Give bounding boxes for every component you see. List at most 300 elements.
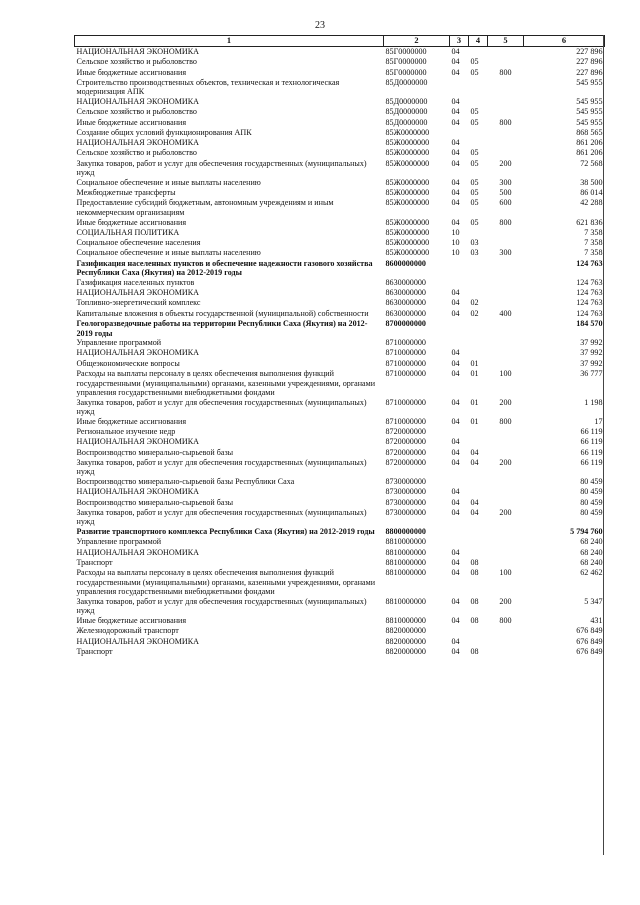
row-amount: 80 459 [580,507,603,517]
table-row [75,448,605,458]
table-row [75,437,605,447]
row-expense-type [488,647,524,657]
row-section: 04 [451,497,460,507]
row-code: 8710000000 [385,397,426,407]
row-section [450,78,469,97]
row-name: Газификация населенных пунктов [76,277,195,287]
table-row [75,417,605,427]
row-section: 10 [451,227,460,237]
row-subsection: 05 [470,57,479,67]
row-code: 8710000000 [385,369,426,378]
row-name: Социальное обеспечение населения [76,238,201,248]
row-amount: 227 896 [576,67,603,77]
row-amount: 66 119 [580,427,603,437]
header-expense-type: 5 [488,36,524,47]
table-row [75,218,605,228]
row-subsection [469,288,488,298]
row-code: 8800000000 [385,527,426,536]
row-code: 8630000000 [385,298,426,308]
table-row [75,527,605,537]
row-section: 04 [451,57,460,67]
row-expense-type: 200 [499,158,512,168]
row-expense-type: 600 [499,198,512,208]
row-subsection [469,338,488,348]
page-number: 23 [315,20,325,31]
row-subsection: 02 [470,298,479,308]
row-section [450,537,469,547]
row-name: Управление программой [76,537,162,547]
table-row [75,278,605,288]
row-code: 8810000000 [385,547,426,557]
row-amount: 676 849 [576,646,603,656]
row-expense-type: 800 [499,217,512,227]
row-code: 8810000000 [385,568,426,578]
table-row [75,298,605,308]
row-code: 8720000000 [385,447,426,457]
table-row [75,369,605,398]
row-code: 85Д0000000 [385,77,428,87]
row-amount: 5 794 760 [570,527,603,536]
row-subsection: 05 [470,148,479,158]
row-section: 04 [451,148,460,158]
row-amount: 861 206 [576,148,603,158]
row-subsection [469,437,488,447]
table-row [75,47,605,58]
row-amount: 431 [590,615,603,625]
row-code: 85Д0000000 [385,117,428,127]
row-section: 04 [451,217,460,227]
row-name: Закупка товаров, работ и услуг для обеспечения государственных (муниципальных) нужд [76,596,367,616]
row-section: 04 [451,308,460,318]
row-expense-type [488,228,524,238]
row-section: 04 [451,188,460,198]
row-subsection [469,278,488,288]
row-amount: 5 347 [584,596,603,606]
row-name: Общеэкономические вопросы [76,358,180,368]
row-amount: 868 565 [576,127,603,137]
row-expense-type: 400 [499,308,512,318]
row-amount: 80 459 [580,477,603,487]
table-row [75,637,605,647]
row-name: Закупка товаров, работ и услуг для обеспечения государственных (муниципальных) нужд [76,457,367,477]
table-row [75,198,605,217]
row-subsection: 01 [470,358,479,368]
row-name: Сельское хозяйство и рыболовство [76,57,197,67]
row-expense-type [488,427,524,437]
table-row [75,148,605,158]
row-section: 04 [451,507,460,517]
row-amount: 80 459 [580,497,603,507]
row-expense-type [488,558,524,568]
row-subsection: 01 [470,397,479,407]
table-row [75,359,605,369]
row-amount: 124 763 [576,258,603,268]
row-code: 8820000000 [385,626,426,636]
row-name: НАЦИОНАЛЬНАЯ ЭКОНОМИКА [76,348,200,358]
row-code: 8710000000 [385,348,426,358]
row-code: 8820000000 [385,636,426,646]
row-subsection [469,487,488,497]
row-name: НАЦИОНАЛЬНАЯ ЭКОНОМИКА [76,138,200,148]
row-expense-type [488,637,524,647]
row-expense-type [488,537,524,547]
row-section: 04 [451,447,460,457]
row-subsection: 08 [470,568,479,578]
row-code: 85Д0000000 [385,96,428,106]
row-expense-type [488,338,524,348]
row-subsection [469,527,488,537]
row-amount: 36 777 [580,369,603,378]
row-name: Управление программой [76,338,162,348]
row-section: 04 [451,437,460,447]
row-name: Расходы на выплаты персоналу в целях обеспечения выполнения функций государственными (муниципальными) органами, казенными учреждениями, органами управления государственными внебюджетными фондами [76,568,376,597]
row-code: 8810000000 [385,615,426,625]
row-name: Иные бюджетные ассигнования [76,217,187,227]
row-section: 04 [451,596,460,606]
row-expense-type [488,626,524,636]
table-row [75,238,605,248]
row-subsection: 02 [470,308,479,318]
table-row [75,228,605,238]
row-amount: 676 849 [576,636,603,646]
row-expense-type [488,288,524,298]
row-expense-type [488,298,524,308]
row-name: Сельское хозяйство и рыболовство [76,107,197,117]
row-code: 8730000000 [385,497,426,507]
table-header-row [75,36,605,47]
row-expense-type: 300 [499,177,512,187]
row-expense-type [488,319,524,338]
row-code: 85Ж0000000 [385,158,430,168]
row-code: 8710000000 [385,358,426,368]
header-section: 3 [450,36,469,47]
row-subsection [469,626,488,636]
row-amount: 227 896 [576,47,603,56]
row-subsection: 08 [470,557,479,567]
row-subsection [469,548,488,558]
row-name: НАЦИОНАЛЬНАЯ ЭКОНОМИКА [76,288,200,298]
table-row [75,568,605,597]
row-code: 85Д0000000 [385,107,428,117]
row-name: Социальное обеспечение и иные выплаты населению [76,248,261,258]
row-section: 04 [451,646,460,656]
row-code: 8630000000 [385,308,426,318]
row-subsection: 05 [470,217,479,227]
row-expense-type [488,138,524,148]
row-code: 85Г0000000 [385,57,427,67]
table-row [75,498,605,508]
row-section [450,527,469,537]
row-subsection: 08 [470,596,479,606]
row-expense-type [488,498,524,508]
row-code: 85Ж0000000 [385,238,430,248]
row-amount: 86 014 [580,188,603,198]
row-name: Воспроизводство минерально-сырьевой базы Республики Саха [76,477,295,487]
row-expense-type: 800 [499,615,512,625]
row-amount: 184 570 [576,319,603,329]
row-section [450,477,469,487]
row-amount: 124 763 [576,308,603,318]
row-name: Иные бюджетные ассигнования [76,117,187,127]
row-expense-type: 500 [499,188,512,198]
table-row [75,477,605,487]
table-row [75,626,605,636]
row-code: 8720000000 [385,457,426,467]
row-subsection: 04 [470,447,479,457]
row-code: 8810000000 [385,596,426,606]
row-amount: 66 119 [580,437,603,447]
row-expense-type [488,437,524,447]
row-section: 04 [451,636,460,646]
row-expense-type: 100 [499,369,512,378]
row-code: 85Ж0000000 [385,248,430,258]
table-row [75,348,605,358]
row-section [450,338,469,348]
table-row [75,138,605,148]
row-subsection [469,228,488,238]
row-name: Топливно-энергетический комплекс [76,298,201,308]
row-subsection [469,319,488,338]
row-section: 04 [451,615,460,625]
row-amount: 38 500 [580,177,603,187]
row-amount: 17 [594,416,603,426]
row-name: Закупка товаров, работ и услуг для обеспечения государственных (муниципальных) нужд [76,397,367,417]
row-subsection: 01 [470,416,479,426]
table-row [75,288,605,298]
row-name: Социальное обеспечение и иные выплаты населению [76,177,261,187]
row-code: 8720000000 [385,437,426,447]
row-subsection [469,259,488,278]
row-amount: 545 955 [576,107,603,117]
row-subsection: 01 [470,369,479,378]
table-row [75,188,605,198]
row-section: 04 [451,348,460,358]
row-name: Воспроизводство минерально-сырьевой базы [76,447,234,457]
row-amount: 7 358 [584,238,603,248]
row-name: Иные бюджетные ассигнования [76,67,187,77]
row-name: НАЦИОНАЛЬНАЯ ЭКОНОМИКА [76,47,200,56]
row-section [450,259,469,278]
row-expense-type [488,148,524,158]
table-row [75,319,605,338]
row-subsection: 08 [470,615,479,625]
row-section: 04 [451,369,460,378]
row-code: 8730000000 [385,507,426,517]
row-section: 04 [451,47,460,56]
row-section [450,278,469,288]
row-code: 8710000000 [385,338,426,348]
row-code: 85Ж0000000 [385,227,430,237]
row-amount: 676 849 [576,626,603,636]
row-amount: 545 955 [576,96,603,106]
row-amount: 545 955 [576,117,603,127]
row-section: 04 [451,288,460,298]
row-code: 85Ж0000000 [385,188,430,198]
row-section [450,427,469,437]
row-code: 8730000000 [385,477,426,487]
row-name: НАЦИОНАЛЬНАЯ ЭКОНОМИКА [76,437,200,447]
row-name: Транспорт [76,646,113,656]
row-amount: 80 459 [580,487,603,497]
row-name: Иные бюджетные ассигнования [76,416,187,426]
row-section: 04 [451,358,460,368]
row-code: 8730000000 [385,487,426,497]
row-subsection: 05 [470,67,479,77]
row-subsection: 04 [470,507,479,517]
row-section [450,319,469,338]
row-section: 04 [451,107,460,117]
row-amount: 68 240 [580,537,603,547]
row-name: Межбюджетные трансферты [76,188,176,198]
row-code: 85Ж0000000 [385,177,430,187]
row-name: Расходы на выплаты персоналу в целях обеспечения выполнения функций государственными (муниципальными) органами, казенными учреждениями, органами управления государственными внебюджетными фондами [76,369,376,398]
row-amount: 72 568 [580,158,603,168]
row-expense-type: 200 [499,397,512,407]
row-amount: 1 198 [584,397,603,407]
row-amount: 7 358 [584,248,603,258]
row-subsection [469,537,488,547]
row-expense-type [488,278,524,288]
row-code: 8600000000 [385,258,426,268]
row-subsection: 05 [470,158,479,168]
table-row [75,259,605,278]
row-expense-type [488,259,524,278]
table-row [75,647,605,657]
table-row [75,558,605,568]
row-name: Воспроизводство минерально-сырьевой базы [76,497,234,507]
row-subsection [469,477,488,487]
row-section: 04 [451,457,460,467]
row-subsection [469,348,488,358]
row-section: 10 [451,248,460,258]
row-code: 8810000000 [385,557,426,567]
table-row [75,548,605,558]
row-section: 04 [451,138,460,148]
row-subsection: 08 [470,646,479,656]
row-expense-type: 100 [499,568,512,578]
row-expense-type: 200 [499,507,512,517]
row-section: 04 [451,568,460,578]
row-expense-type: 300 [499,248,512,258]
row-subsection: 04 [470,457,479,467]
table-row [75,427,605,437]
row-expense-type [488,57,524,67]
header-subsection: 4 [469,36,488,47]
row-amount: 861 206 [576,138,603,148]
row-expense-type: 200 [499,596,512,606]
row-name: Геологоразведочные работы на территории Республики Саха (Якутия) на 2012-2019 годы [76,319,368,338]
row-section [450,626,469,636]
row-section: 04 [451,177,460,187]
row-expense-type [488,97,524,107]
row-code: 8700000000 [385,319,426,329]
row-amount: 227 896 [576,57,603,67]
table-right-border [603,35,604,855]
row-expense-type: 800 [499,117,512,127]
table-row [75,309,605,319]
row-amount: 68 240 [580,547,603,557]
table-body [75,47,605,658]
table-row [75,597,605,616]
row-amount: 42 288 [580,198,603,208]
row-amount: 68 240 [580,557,603,567]
row-section: 04 [451,397,460,407]
table-row [75,78,605,97]
row-expense-type [488,78,524,97]
row-name: Региональное изучение недр [76,427,176,437]
row-amount: 621 836 [576,217,603,227]
row-expense-type [488,487,524,497]
header-name: 1 [75,36,384,47]
row-amount: 545 955 [576,77,603,87]
row-subsection [469,138,488,148]
row-code: 85Ж0000000 [385,198,430,208]
row-code: 8720000000 [385,427,426,437]
table-row [75,118,605,128]
row-expense-type [488,47,524,58]
row-subsection [469,78,488,97]
row-subsection: 03 [470,248,479,258]
table-row [75,248,605,258]
row-amount: 62 462 [580,568,603,578]
row-section: 04 [451,67,460,77]
row-code: 85Ж0000000 [385,138,430,148]
row-name: Газификация населенных пунктов и обеспечение надежности газового хозяйства Республики Саха (Якутия) на 2012-2019 годы [76,258,373,278]
table-row [75,616,605,626]
table-row [75,178,605,188]
row-code: 8810000000 [385,537,426,547]
row-name: Сельское хозяйство и рыболовство [76,148,197,158]
row-amount: 66 119 [580,447,603,457]
row-section: 04 [451,117,460,127]
row-name: Транспорт [76,557,113,567]
table-row [75,68,605,78]
row-amount: 124 763 [576,288,603,298]
row-amount: 7 358 [584,227,603,237]
row-expense-type [488,527,524,537]
row-subsection [469,637,488,647]
row-name: НАЦИОНАЛЬНАЯ ЭКОНОМИКА [76,636,200,646]
row-amount: 37 992 [580,338,603,348]
row-code: 8710000000 [385,416,426,426]
row-subsection: 05 [470,117,479,127]
row-expense-type [488,448,524,458]
table-row [75,398,605,417]
row-amount: 124 763 [576,277,603,287]
row-amount: 124 763 [576,298,603,308]
table-row [75,159,605,178]
table-row [75,487,605,497]
row-expense-type [488,548,524,558]
row-subsection: 05 [470,107,479,117]
row-name: Предоставление субсидий бюджетным, автономным учреждениям и иным некоммерческим организациям [76,198,334,217]
table-row [75,57,605,67]
header-amount: 6 [524,36,605,47]
row-expense-type [488,348,524,358]
table-row [75,338,605,348]
table-row [75,508,605,527]
row-subsection [469,97,488,107]
row-section: 10 [451,238,460,248]
row-subsection [469,128,488,138]
row-code: 8630000000 [385,288,426,298]
row-section: 04 [451,557,460,567]
header-code: 2 [384,36,450,47]
row-code: 85Ж0000000 [385,217,430,227]
row-subsection: 05 [470,177,479,187]
row-expense-type [488,107,524,117]
row-code: 85Ж0000000 [385,148,430,158]
